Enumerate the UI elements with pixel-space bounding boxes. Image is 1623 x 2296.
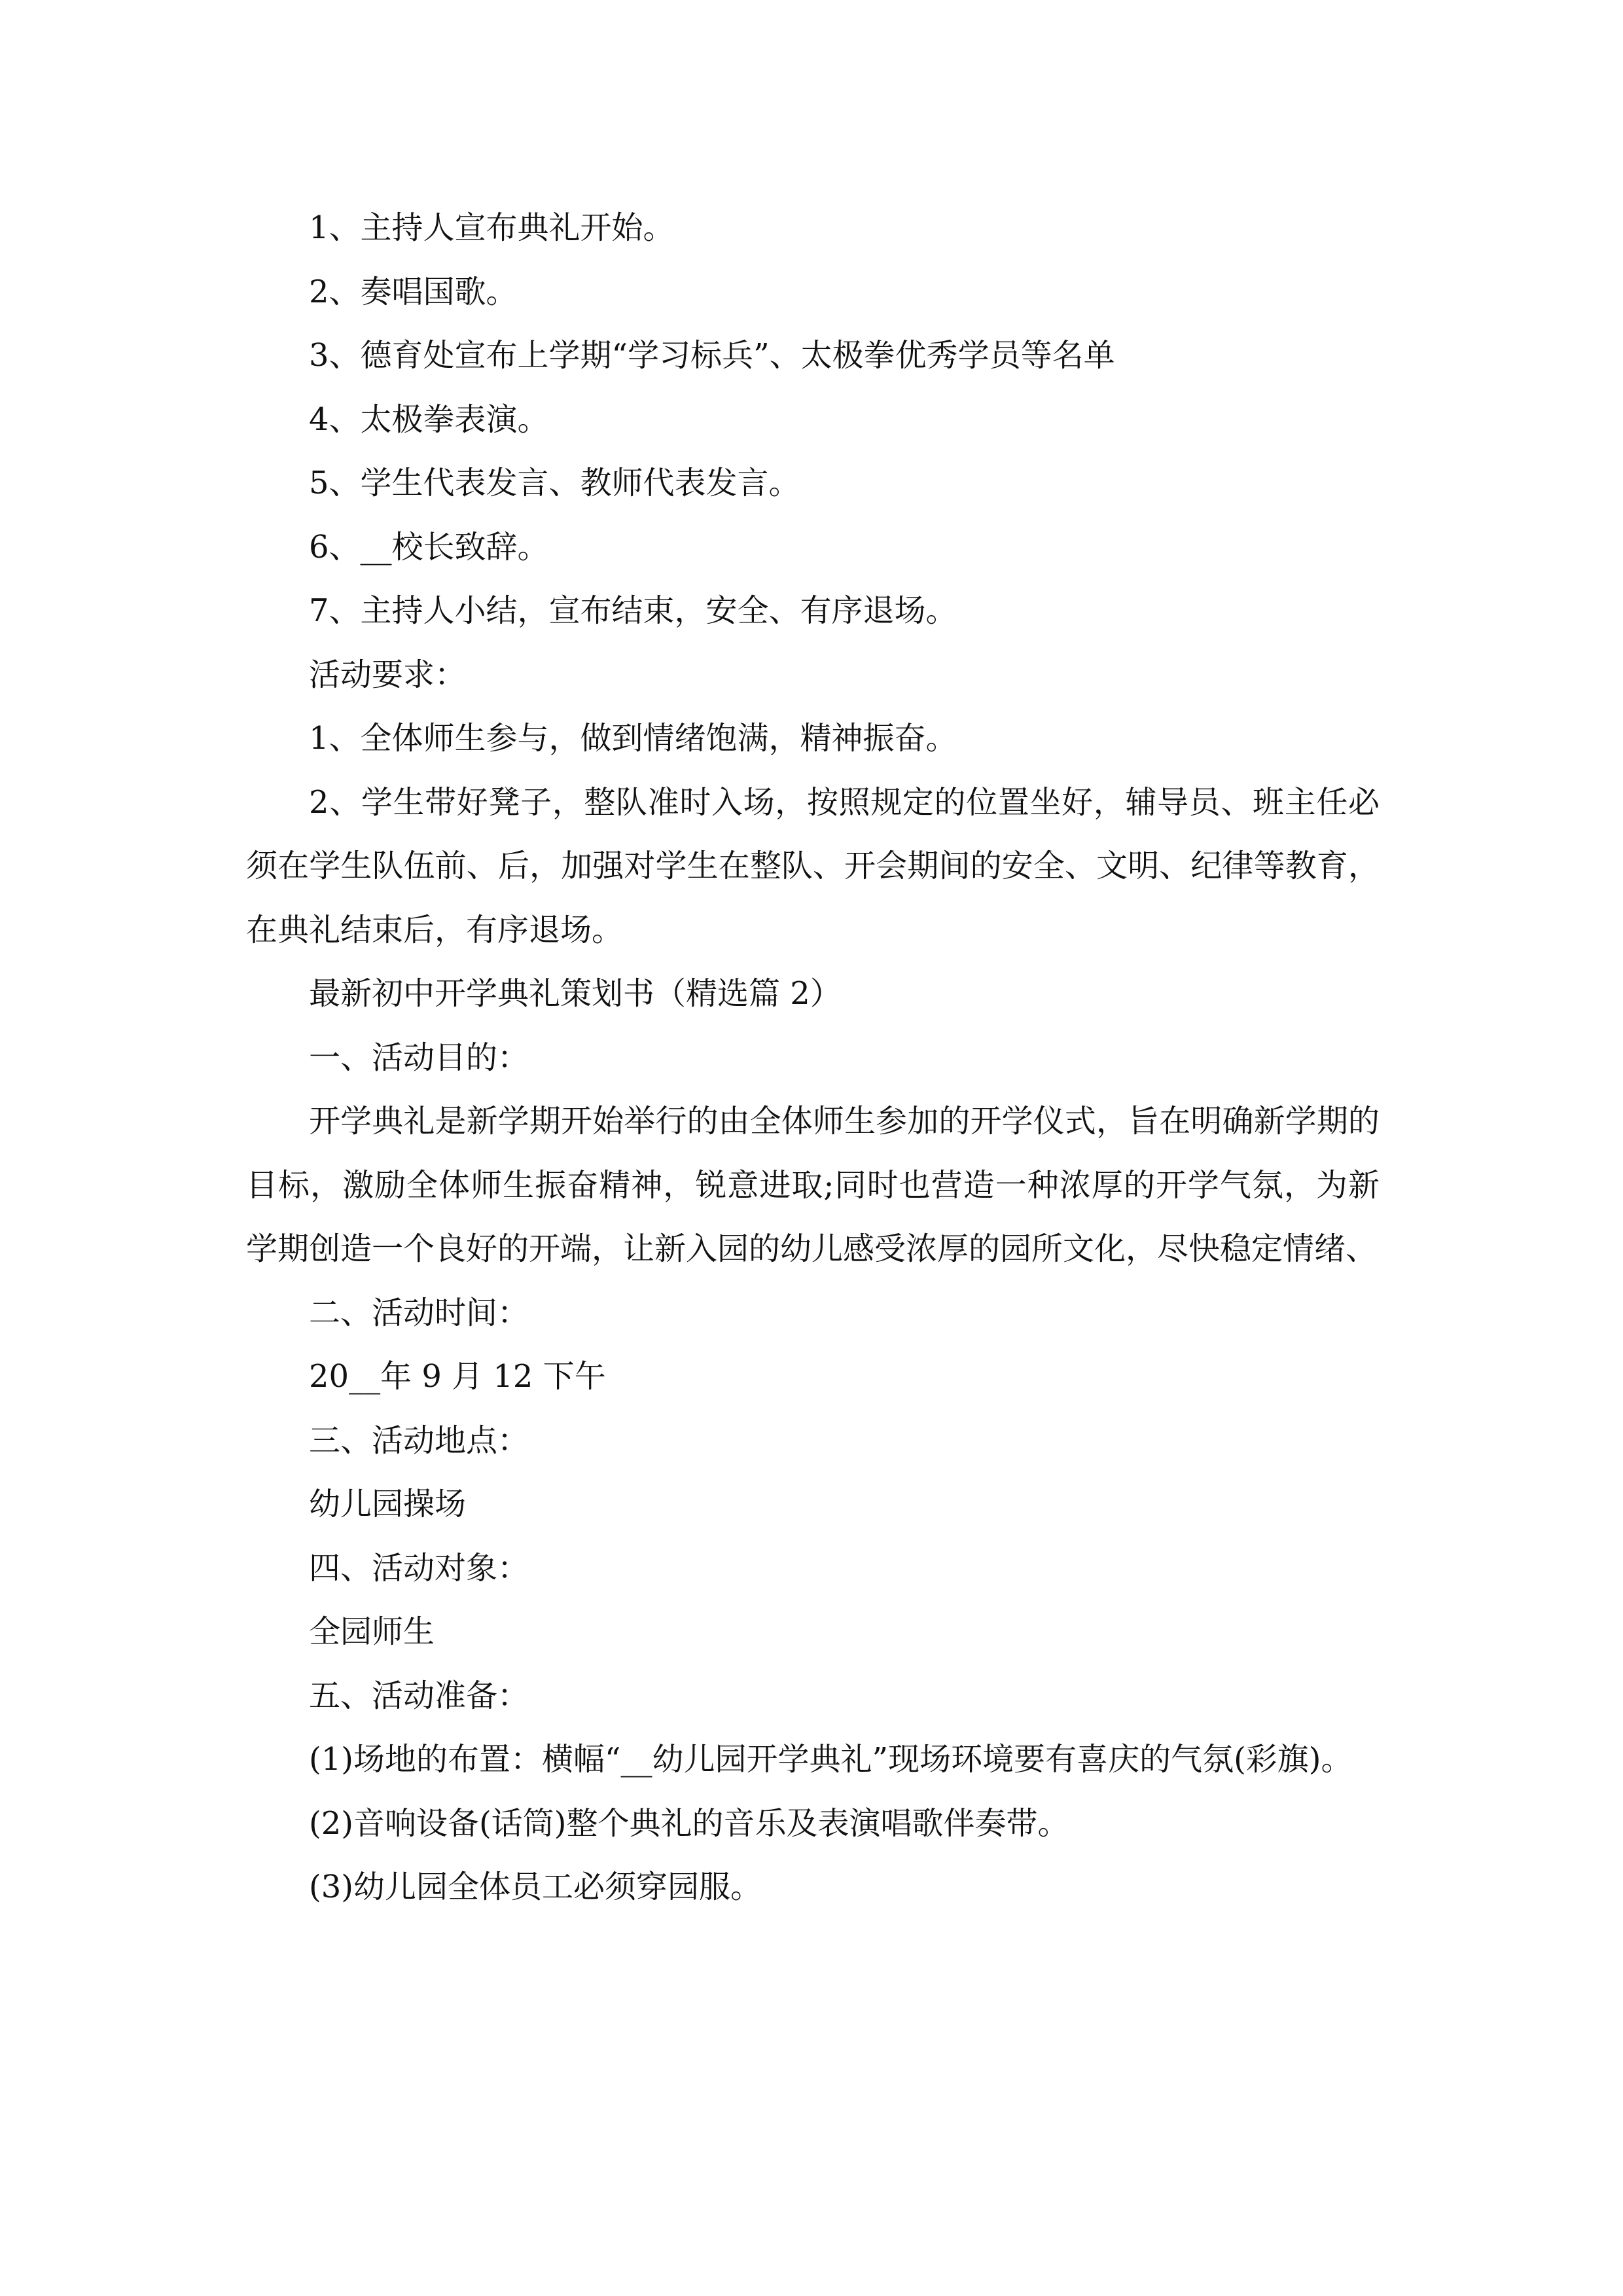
paragraph-preparation-3: (3)幼儿园全体员工必须穿园服。 [309,1869,762,1905]
section-heading-audience: 四、活动对象： [309,1549,529,1587]
paragraph-step-7: 7、主持人小结，宣布结束，安全、有序退场。 [309,592,957,629]
paragraph-step-6: 6、__校长致辞。 [309,528,549,565]
paragraph-audience: 全园师生 [309,1613,435,1650]
paragraph-requirement-1: 1、全体师生参与，做到情绪饱满，精神振奋。 [309,720,957,757]
paragraph-location: 幼儿园操场 [309,1486,467,1522]
paragraph-preparation-2: (2)音响设备(话筒)整个典礼的音乐及表演唱歌伴奏带。 [309,1804,1069,1842]
paragraph-requirement-2: 2、学生带好凳子，整队准时入场，按照规定的位置坐好，辅导员、班主任必须在学生队伍前、后，加强对学生在整队、开会期间的安全、文明、纪律等教育，在典礼结束后，有序退场。 [246,783,1380,948]
section-heading-purpose: 一、活动目的： [309,1039,529,1076]
paragraph-purpose: 开学典礼是新学期开始举行的由全体师生参加的开学仪式，旨在明确新学期的目标，激励全体师生振奋精神，锐意进取;同时也营造一种浓厚的开学气氛，为新学期创造一个良好的开端，让新入园的幼儿感受浓厚的园所文化，尽快稳定情绪、 [246,1103,1380,1267]
section-heading-preparation: 五、活动准备： [309,1677,529,1714]
paragraph-step-2: 2、奏唱国歌。 [309,273,518,310]
document-body [246,196,1380,1920]
paragraph-step-3: 3、德育处宣布上学期“学习标兵”、太极拳优秀学员等名单 [309,337,1115,374]
article-title: 最新初中开学典礼策划书（精选篇 2） [309,975,842,1012]
paragraph-step-5: 5、学生代表发言、教师代表发言。 [309,465,800,501]
section-heading-time: 二、活动时间： [309,1294,529,1331]
paragraph-step-1: 1、主持人宣布典礼开始。 [309,209,675,246]
paragraph-time: 20__年 9 月 12 下午 [309,1358,606,1395]
section-heading-requirements: 活动要求： [309,656,467,693]
section-heading-location: 三、活动地点： [309,1422,529,1459]
paragraph-preparation-1: (1)场地的布置：横幅“__幼儿园开学典礼”现场环境要有喜庆的气氛(彩旗)。 [309,1741,1353,1778]
paragraph-step-4: 4、太极拳表演。 [309,401,549,438]
